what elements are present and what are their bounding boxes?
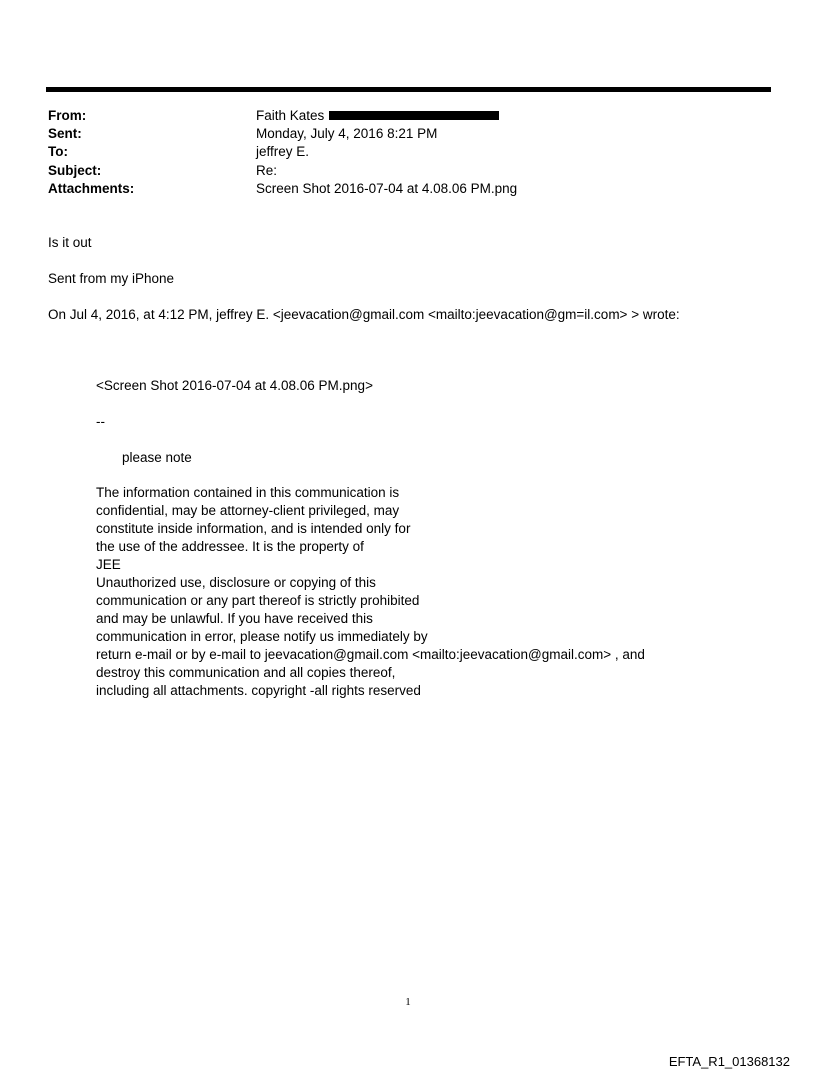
attachments-label: Attachments:	[48, 180, 135, 196]
sent-label: Sent:	[48, 126, 82, 142]
attachments-row	[48, 180, 748, 198]
subject-value: Re:	[256, 162, 278, 178]
disclaimer-line: confidential, may be attorney-client privileged, may	[96, 503, 400, 518]
to-row	[48, 143, 748, 161]
subject-label: Subject:	[48, 162, 102, 178]
signature-separator: --	[96, 414, 105, 429]
from-label: From:	[48, 108, 87, 123]
redaction-bar	[329, 111, 499, 120]
attachment-reference: <Screen Shot 2016-07-04 at 4.08.06 PM.png>	[96, 378, 373, 393]
disclaimer-line: JEE	[96, 557, 121, 572]
header-rule	[46, 87, 771, 92]
disclaimer-line: and may be unlawful. If you have received this	[96, 611, 373, 626]
disclaimer-line: Unauthorized use, disclosure or copying of this	[96, 575, 376, 590]
disclaimer-line: the use of the addressee. It is the property of	[96, 539, 364, 554]
disclaimer-line: destroy this communication and all copies thereof,	[96, 665, 396, 680]
sent-value: Monday, July 4, 2016 8:21 PM	[256, 126, 438, 142]
disclaimer-line: return e-mail or by e-mail to jeevacation@gmail.com <mailto:jeevacation@gmail.com> , and	[96, 647, 645, 662]
please-note: please note	[122, 450, 192, 465]
document-id: EFTA_R1_01368132	[668, 1054, 790, 1069]
page-number: 1	[405, 996, 411, 1008]
disclaimer-line: communication in error, please notify us immediately by	[96, 629, 428, 644]
reply-text: Is it out	[48, 235, 92, 250]
disclaimer-line: The information contained in this communication is	[96, 485, 400, 500]
from-row	[48, 107, 748, 125]
attachments-value: Screen Shot 2016-07-04 at 4.08.06 PM.png	[256, 180, 518, 196]
to-label: To:	[48, 144, 68, 160]
disclaimer-line: constitute inside information, and is intended only for	[96, 521, 411, 536]
disclaimer-line: communication or any part thereof is strictly prohibited	[96, 593, 420, 608]
signature-line: Sent from my iPhone	[48, 271, 175, 286]
sender-name: Faith Kates	[256, 108, 325, 123]
confidentiality-disclaimer	[96, 484, 645, 700]
email-header	[48, 107, 748, 198]
quote-intro: On Jul 4, 2016, at 4:12 PM, jeffrey E. <jeevacation@gmail.com <mailto:jeevacation@gm=il.com> > wrote:	[48, 307, 680, 322]
subject-row	[48, 162, 748, 180]
disclaimer-line: including all attachments. copyright -all rights reserved	[96, 683, 421, 698]
to-value: jeffrey E.	[256, 144, 310, 160]
from-value	[256, 107, 499, 125]
sent-row	[48, 125, 748, 143]
